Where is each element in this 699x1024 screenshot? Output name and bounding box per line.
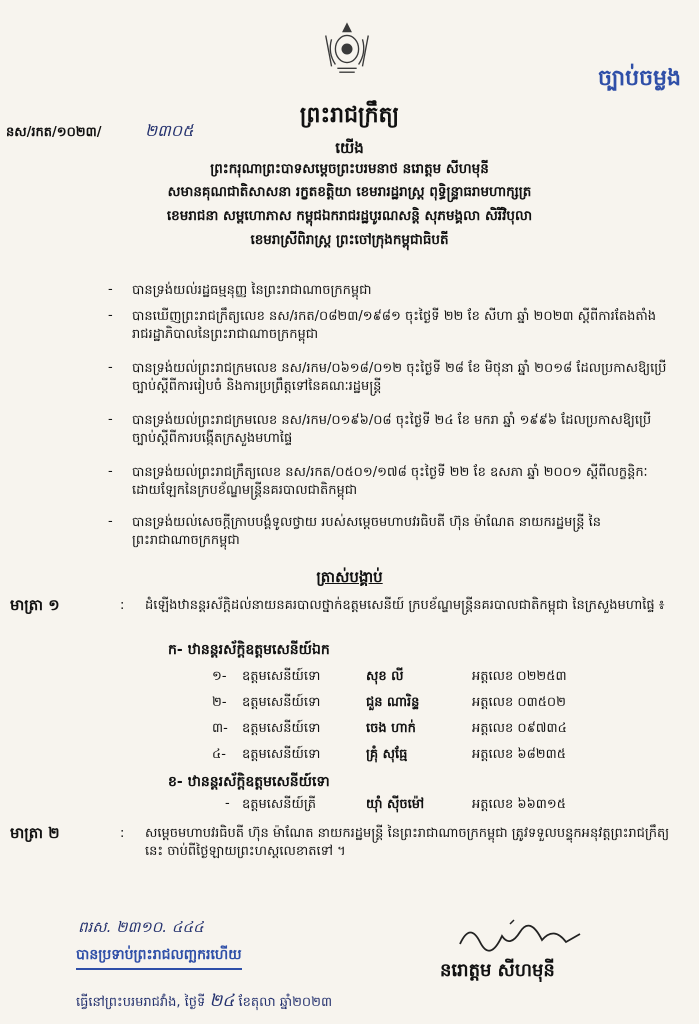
- handwritten-reference: ពរស. ២៣១០. ៤៤៤: [78, 918, 204, 936]
- article-2-label: មាត្រា ២: [10, 824, 60, 842]
- bullet-dash: -: [108, 412, 113, 427]
- document-title: ព្រះរាជក្រឹត្យ: [299, 103, 400, 128]
- article-2-colon: :: [120, 826, 125, 841]
- consideration-text: បានឃើញព្រះរាជក្រឹត្យលេខ នស/រកត/០៨២៣/១៩៨១ ចុះថ្ងៃទី ២២ ខែ សីហា ឆ្នាំ ២០២៣ ស្តីពីការតែងតាំងរាជរដ្ឋាភិបាលនៃព្រះរាជាណាចក្រកម្ពុជា: [132, 309, 657, 342]
- entry-number: ២-: [212, 695, 227, 710]
- article-1-label: មាត្រា ១: [10, 596, 60, 614]
- list-item: [0, 720, 699, 738]
- entry-number: ៤-: [212, 747, 226, 762]
- signature-icon: [450, 918, 610, 954]
- entry-id: អត្តលេខ ៦៦៣១៥: [472, 797, 566, 812]
- group-a-heading: ក- ឋានន្តរស័ក្តិឧត្តមសេនីយ៍ឯក: [168, 642, 330, 658]
- reference-handwritten: ២៣០៥: [145, 121, 194, 140]
- considerations-list: [108, 282, 668, 562]
- entry-id: អត្តលេខ ៦៨២៣៥: [472, 747, 566, 762]
- we-heading: យើង: [335, 139, 364, 157]
- bullet-dash: -: [108, 464, 113, 479]
- date-suffix: ខែតុលា ឆ្នាំ២០២៣: [238, 995, 333, 1010]
- article-2-text: សម្តេចមហាបវរធិបតី ហ៊ុន ម៉ាណែត នាយករដ្ឋមន្ត្រី នៃព្រះរាជាណាចក្រកម្ពុជា ត្រូវទទួលបន្ទុកអនុវត្តព្រះរាជក្រឹត្យនេះ ចាប់ពីថ្ងៃឡាយព្រះហស្តលេខាតទៅ ។: [145, 826, 670, 859]
- date-prefix: ធ្វើនៅព្រះបរមរាជវាំង, ថ្ងៃទី: [76, 995, 206, 1010]
- signer-name: នរោត្តម សីហមុនី: [440, 960, 555, 981]
- king-title-line-3: ខេមរាជនា សម្ពហោភាស កម្ពុជឯករាជរដ្ឋបូរណសន្តិ សុភមង្គលា សិរីវិបុលា: [166, 208, 533, 224]
- list-item: [0, 746, 699, 764]
- king-title-line-4: ខេមរាស្រីពិរាស្ត្រ ព្រះចៅក្រុងកម្ពុជាធិបតី: [250, 232, 449, 248]
- article-1-text: ដំឡើងឋានន្តរស័ក្តិដល់នាយនគរបាលថ្នាក់ឧត្តមសេនីយ៍ ក្របខ័ណ្ឌមន្ត្រីនគរបាលជាតិកម្ពុជា នៃក្រសួងមហាផ្ទៃ ៖: [145, 598, 665, 613]
- entry-id: អត្តលេខ ០២២៥៣: [472, 669, 567, 684]
- entry-number: ៣-: [212, 721, 228, 736]
- entry-number: -: [225, 796, 230, 811]
- entry-number: ១-: [212, 669, 227, 684]
- entry-rank: ឧត្តមសេនីយ៍ត្រី: [242, 797, 317, 812]
- entry-name: សុខ លី: [366, 669, 404, 684]
- consideration-text: បានទ្រង់យល់ព្រះរាជក្រមលេខ នស/រកម/០៦១៨/០១២ ចុះថ្ងៃទី ២៨ ខែ មិថុនា ឆ្នាំ ២០១៨ ដែលប្រកាសឱ្យប្រើច្បាប់ស្តីពីការរៀបចំ និងការប្រព្រឹត្តទៅនៃគណៈរដ្ឋមន្ត្រី: [132, 361, 667, 394]
- king-title-line-1: ព្រះករុណាព្រះបាទសម្តេចព្រះបរមនាថ នរោត្តម សីហមុនី: [210, 161, 489, 177]
- entry-name: ជួន ណារិន្ទ: [366, 695, 420, 710]
- king-title-line-2: សមានគុណជាតិសាសនា រក្ខតខត្តិយា ខេមរារដ្ឋរាស្ត្រ ពុទ្ធិន្ទ្រាធរាមហាក្សត្រ: [167, 184, 532, 200]
- decree-heading: ត្រាស់បង្គាប់: [316, 568, 383, 586]
- list-item: [0, 694, 699, 712]
- royal-emblem-icon: [318, 20, 376, 78]
- entry-rank: ឧត្តមសេនីយ៍ទោ: [242, 695, 321, 710]
- bullet-dash: -: [108, 360, 113, 375]
- group-b-heading: ខ- ឋានន្តរស័ក្តិឧត្តមសេនីយ៍ទោ: [168, 774, 330, 790]
- entry-rank: ឧត្តមសេនីយ៍ទោ: [242, 747, 321, 762]
- consideration-text: បានទ្រង់យល់សេចក្តីក្រាបបង្គំទូលថ្វាយ របស់សម្តេចមហាបវរធិបតី ហ៊ុន ម៉ាណែត នាយករដ្ឋមន្ត្រី នៃព្រះរាជាណាចក្រកម្ពុជា: [132, 515, 601, 548]
- entry-name: ចេង ហាក់: [366, 721, 416, 736]
- consideration-text: បានទ្រង់យល់ព្រះរាជក្រមលេខ នស/រកម/០១៩៦/០៨ ចុះថ្ងៃទី ២៤ ខែ មករា ឆ្នាំ ១៩៩៦ ដែលប្រកាសឱ្យប្រើច្បាប់ស្តីពីការបង្កើតក្រសួងមហាផ្ទៃ: [132, 413, 652, 446]
- entry-rank: ឧត្តមសេនីយ៍ទោ: [242, 669, 321, 684]
- consideration-text: បានទ្រង់យល់រដ្ឋធម្មនុញ្ញ នៃព្រះរាជាណាចក្រកម្ពុជា: [132, 283, 372, 298]
- copy-stamp: ច្បាប់ចម្លង: [597, 66, 681, 91]
- bullet-dash: -: [108, 308, 113, 323]
- entry-name: យ៉ាំ ស៊ីចម៉ៅ: [366, 797, 425, 812]
- list-item: [0, 796, 699, 814]
- entry-id: អត្តលេខ ០៣៥០២: [472, 695, 566, 710]
- entry-name: គ្រុំ សុធ្មែ: [366, 747, 408, 762]
- seal-stamp-text: បានប្រទាប់ព្រះរាជលញ្ឆករហើយ: [76, 945, 242, 970]
- entry-rank: ឧត្តមសេនីយ៍ទោ: [242, 721, 321, 736]
- list-item: [0, 668, 699, 686]
- consideration-text: បានទ្រង់យល់ព្រះរាជក្រឹត្យលេខ នស/រកត/០៥០១/១៧៨ ចុះថ្ងៃទី ២២ ខែ ឧសភា ឆ្នាំ ២០០១ ស្តីពីលក្ខន្តិកៈដោយឡែកនៃក្របខ័ណ្ឌមន្ត្រីនគរបាលជាតិកម្ពុជា: [132, 465, 648, 498]
- date-line: [76, 990, 332, 1015]
- entry-id: អត្តលេខ ០៩៧៣៤: [472, 721, 567, 736]
- bullet-dash: -: [108, 282, 113, 297]
- article-1-colon: :: [120, 598, 125, 613]
- date-day: ២៤: [209, 991, 235, 1011]
- reference-number: នស/រកត/១០២៣/: [6, 125, 102, 140]
- bullet-dash: -: [108, 514, 113, 529]
